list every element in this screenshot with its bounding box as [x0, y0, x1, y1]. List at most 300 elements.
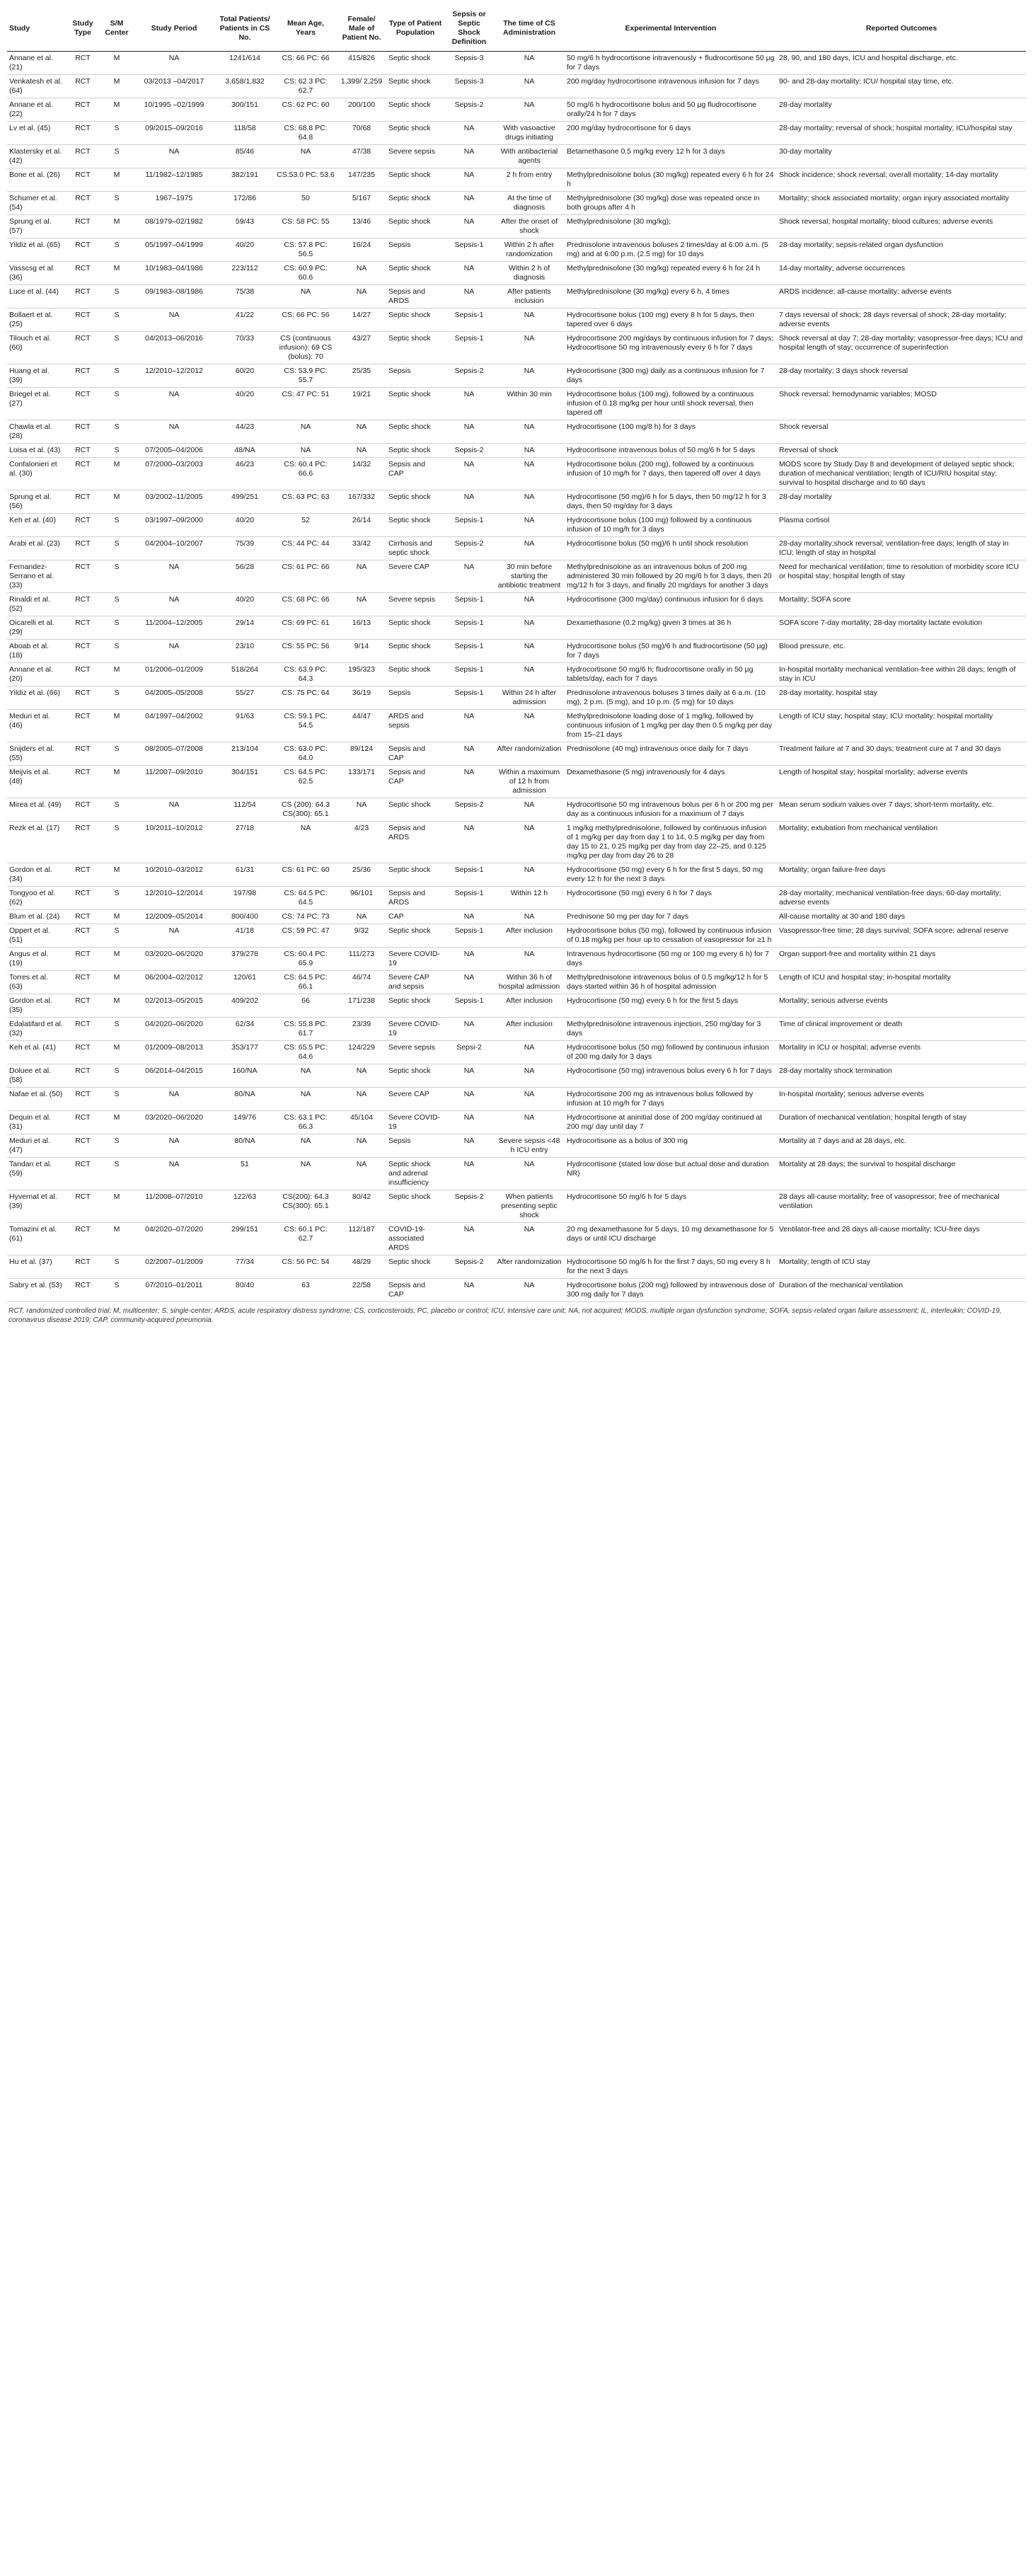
- outcomes-cell: Shock reversal: [777, 420, 1026, 444]
- sex-ratio-cell: 96/101: [337, 887, 386, 910]
- sex-ratio-cell: 4/23: [337, 822, 386, 863]
- sepsis-definition-cell: Sepsis-2: [444, 1190, 494, 1223]
- study-cell: Tomazini et al. (61): [7, 1223, 65, 1255]
- patients-cell: 353/177: [215, 1041, 275, 1064]
- study-type-cell: RCT: [65, 1134, 100, 1158]
- mean-age-cell: CS:53.0 PC: 53.6: [275, 168, 337, 192]
- sex-ratio-cell: 45/104: [337, 1111, 386, 1134]
- table-row: [7, 1255, 1026, 1279]
- sepsis-definition-cell: NA: [444, 948, 494, 971]
- study-type-cell: RCT: [65, 742, 100, 766]
- study-cell: Klastersky et al. (42): [7, 145, 65, 168]
- intervention-cell: Hydrocortisone (50 mg) intravenous bolus every 6 h for 7 days: [565, 1064, 777, 1088]
- mean-age-cell: CS: 59 PC: 47: [275, 924, 337, 948]
- patients-cell: 40/20: [215, 514, 275, 537]
- sex-ratio-cell: 112/187: [337, 1223, 386, 1255]
- patients-cell: 70/33: [215, 332, 275, 364]
- table-row: [7, 285, 1026, 309]
- table-row: [7, 766, 1026, 798]
- outcomes-cell: Length of hospital stay; hospital mortality; adverse events: [777, 766, 1026, 798]
- table-row: [7, 238, 1026, 262]
- study-period-cell: NA: [133, 420, 215, 444]
- intervention-cell: Methylprednisolone bolus (30 mg/kg) repeated every 6 h for 24 h: [565, 168, 777, 192]
- patients-cell: 40/20: [215, 238, 275, 262]
- mean-age-cell: NA: [275, 444, 337, 458]
- study-cell: Briegel et al. (27): [7, 388, 65, 420]
- population-cell: Septic shock: [386, 309, 444, 332]
- table-row: [7, 1041, 1026, 1064]
- intervention-cell: Hydrocortisone 50 mg/6 h for the first 7 days, 50 mg every 8 h for the next 3 days: [565, 1255, 777, 1279]
- study-type-cell: RCT: [65, 1018, 100, 1041]
- table-row: [7, 168, 1026, 192]
- mean-age-cell: CS: 65.5 PC: 64.6: [275, 1041, 337, 1064]
- outcomes-cell: MODS score by Study Day 8 and development of delayed septic shock; duration of mechanical ventilation; length of ICU/RIU hospital stay; survival to hospital discharge and to 60 days: [777, 458, 1026, 490]
- patients-cell: 91/63: [215, 710, 275, 742]
- study-type-cell: RCT: [65, 215, 100, 238]
- sepsis-definition-cell: NA: [444, 910, 494, 924]
- administration-time-cell: NA: [494, 52, 565, 75]
- center-cell: S: [100, 444, 133, 458]
- study-cell: Yildiz et al. (66): [7, 686, 65, 710]
- sepsis-definition-cell: NA: [444, 192, 494, 215]
- sepsis-definition-cell: NA: [444, 766, 494, 798]
- sepsis-definition-cell: Sepsis-1: [444, 309, 494, 332]
- sex-ratio-cell: 111/273: [337, 948, 386, 971]
- administration-time-cell: Within 24 h after admission: [494, 686, 565, 710]
- patients-cell: 3,658/1,832: [215, 75, 275, 98]
- mean-age-cell: CS: 63.1 PC: 66.3: [275, 1111, 337, 1134]
- study-period-cell: NA: [133, 1134, 215, 1158]
- table-row: [7, 948, 1026, 971]
- population-cell: Septic shock: [386, 1190, 444, 1223]
- study-period-cell: 06/2014–04/2015: [133, 1064, 215, 1088]
- intervention-cell: Betamethasone 0.5 mg/kg every 12 h for 3 days: [565, 145, 777, 168]
- intervention-cell: Hydrocortisone (300 mg) daily as a continuous infusion for 7 days: [565, 364, 777, 388]
- sex-ratio-cell: 80/42: [337, 1190, 386, 1223]
- sex-ratio-cell: 25/35: [337, 364, 386, 388]
- table-footnote: RCT, randomized controlled trial; M, multicenter; S, single-center; ARDS, acute respiratory distress syndrome; CS, corticosteroids; PC, placebo or control; ICU, intensive care unit; NA, not acquired; MODS, multiple organ dysfunction syndrome; SOFA, sepsis-related organ failure assessment; IL, interleukin; COVID-19, coronavirus disease 2019; CAP, community-acquired pneumonia.: [8, 1307, 1002, 1324]
- study-cell: Lv et al. (45): [7, 122, 65, 145]
- outcomes-cell: 28-day mortality;shock reversal; ventilation-free days; length of stay in ICU; length of stay in hospital: [777, 537, 1026, 560]
- mean-age-cell: CS: 63.0 PC: 64.0: [275, 742, 337, 766]
- administration-time-cell: After inclusion: [494, 1018, 565, 1041]
- mean-age-cell: CS: 47 PC: 51: [275, 388, 337, 420]
- sex-ratio-cell: 200/100: [337, 98, 386, 122]
- population-cell: Severe sepsis: [386, 593, 444, 616]
- study-period-cell: 11/2008–07/2010: [133, 1190, 215, 1223]
- sex-ratio-cell: NA: [337, 1064, 386, 1088]
- intervention-cell: Hydrocortisone bolus (200 mg), followed by a continuous infusion of 10 mg/h for 7 days, then tapered off over 4 days: [565, 458, 777, 490]
- center-cell: S: [100, 686, 133, 710]
- outcomes-cell: Duration of mechanical ventilation; hospital length of stay: [777, 1111, 1026, 1134]
- intervention-cell: Hydrocortisone bolus (50 mg)/6 h until shock resolution: [565, 537, 777, 560]
- population-cell: Septic shock: [386, 52, 444, 75]
- sex-ratio-cell: 9/14: [337, 640, 386, 663]
- study-period-cell: 03/2013 –04/2017: [133, 75, 215, 98]
- administration-time-cell: NA: [494, 1279, 565, 1302]
- administration-time-cell: NA: [494, 1111, 565, 1134]
- table-row: [7, 863, 1026, 887]
- study-period-cell: 05/1997–04/1999: [133, 238, 215, 262]
- table-row: [7, 822, 1026, 863]
- patients-cell: 112/54: [215, 798, 275, 822]
- administration-time-cell: NA: [494, 1041, 565, 1064]
- header-cell: S/M Center: [100, 7, 133, 52]
- administration-time-cell: NA: [494, 332, 565, 364]
- administration-time-cell: Within a maximum of 12 h from admission: [494, 766, 565, 798]
- study-type-cell: RCT: [65, 285, 100, 309]
- mean-age-cell: NA: [275, 822, 337, 863]
- study-type-cell: RCT: [65, 1255, 100, 1279]
- sex-ratio-cell: 16/13: [337, 616, 386, 640]
- intervention-cell: Hydrocortisone 50 mg intravenous bolus per 6 h or 200 mg per day as a continuous infusion for a maximum of 7 days: [565, 798, 777, 822]
- sepsis-definition-cell: NA: [444, 1018, 494, 1041]
- outcomes-cell: Mortality; SOFA score: [777, 593, 1026, 616]
- sepsis-definition-cell: NA: [444, 168, 494, 192]
- sex-ratio-cell: 195/323: [337, 663, 386, 686]
- population-cell: Septic shock: [386, 924, 444, 948]
- study-period-cell: 10/2010–03/2012: [133, 863, 215, 887]
- study-type-cell: RCT: [65, 420, 100, 444]
- study-type-cell: RCT: [65, 1064, 100, 1088]
- center-cell: S: [100, 388, 133, 420]
- mean-age-cell: NA: [275, 145, 337, 168]
- population-cell: Sepsis and ARDS: [386, 887, 444, 910]
- mean-age-cell: CS: 63.9 PC: 64.3: [275, 663, 337, 686]
- study-type-cell: RCT: [65, 75, 100, 98]
- table-row: [7, 971, 1026, 994]
- sex-ratio-cell: 46/74: [337, 971, 386, 994]
- sex-ratio-cell: NA: [337, 1088, 386, 1111]
- study-type-cell: RCT: [65, 994, 100, 1018]
- center-cell: S: [100, 537, 133, 560]
- table-row: [7, 1158, 1026, 1190]
- outcomes-cell: All-cause mortality at 30 and 180 days: [777, 910, 1026, 924]
- outcomes-cell: Ventilator-free and 28 days all-cause mortality; ICU-free days: [777, 1223, 1026, 1255]
- center-cell: S: [100, 593, 133, 616]
- population-cell: Sepsis: [386, 364, 444, 388]
- study-cell: Nafae et al. (50): [7, 1088, 65, 1111]
- table-row: [7, 98, 1026, 122]
- mean-age-cell: CS: 56 PC: 54: [275, 1255, 337, 1279]
- study-cell: Aboab et al. (18): [7, 640, 65, 663]
- mean-age-cell: 66: [275, 994, 337, 1018]
- intervention-cell: Hydrocortisone bolus (100 mg) every 8 h for 5 days, then tapered over 6 days: [565, 309, 777, 332]
- patients-cell: 51: [215, 1158, 275, 1190]
- study-period-cell: 11/1982–12/1985: [133, 168, 215, 192]
- center-cell: M: [100, 1111, 133, 1134]
- sepsis-definition-cell: NA: [444, 1134, 494, 1158]
- intervention-cell: Methylprednisolone (30 mg/kg) repeated every 6 h for 24 h: [565, 262, 777, 285]
- outcomes-cell: In-hospital mortality mechanical ventilation-free within 28 days; length of stay in ICU: [777, 663, 1026, 686]
- sex-ratio-cell: 9/32: [337, 924, 386, 948]
- patients-cell: 27/18: [215, 822, 275, 863]
- outcomes-cell: Mean serum sodium values over 7 days; short-term mortality, etc.: [777, 798, 1026, 822]
- study-period-cell: 10/1983–04/1986: [133, 262, 215, 285]
- table-row: [7, 1279, 1026, 1302]
- header-cell: Study Period: [133, 7, 215, 52]
- study-type-cell: RCT: [65, 798, 100, 822]
- study-cell: Fernandez-Serrano et al. (33): [7, 560, 65, 593]
- administration-time-cell: After the onset of shock: [494, 215, 565, 238]
- study-cell: Sabry et al. (53): [7, 1279, 65, 1302]
- sex-ratio-cell: 1,399/ 2,259: [337, 75, 386, 98]
- study-period-cell: 10/1995 –02/1999: [133, 98, 215, 122]
- mean-age-cell: CS: 63 PC: 63: [275, 490, 337, 514]
- intervention-cell: Methylprednisolone (30 mg/kg) dose was repeated once in both groups after 4 h: [565, 192, 777, 215]
- center-cell: S: [100, 1255, 133, 1279]
- outcomes-cell: Mortality; length of ICU stay: [777, 1255, 1026, 1279]
- intervention-cell: Hydrocortisone 50 mg/6 h; fludrocortisone orally in 50 μg tablets/day, each for 7 days: [565, 663, 777, 686]
- patients-cell: 40/20: [215, 593, 275, 616]
- center-cell: S: [100, 1134, 133, 1158]
- table-row: [7, 490, 1026, 514]
- intervention-cell: 50 mg/6 h hydrocortisone bolus and 50 μg fludrocortisone orally/24 h for 7 days: [565, 98, 777, 122]
- patients-cell: 409/202: [215, 994, 275, 1018]
- mean-age-cell: CS: 62 PC: 60: [275, 98, 337, 122]
- center-cell: S: [100, 309, 133, 332]
- outcomes-cell: Shock reversal; hemodynamic variables; MOSD: [777, 388, 1026, 420]
- patients-cell: 75/39: [215, 537, 275, 560]
- intervention-cell: Prednisolone intravenous boluses 2 times/day at 6:00 a.m. (5 mg) and at 6:00 p.m. (2.5 mg) for 10 days: [565, 238, 777, 262]
- intervention-cell: Hydrocortisone (50 mg) every 6 h for the first 5 days, 50 mg every 12 h for the next 3 days: [565, 863, 777, 887]
- outcomes-cell: Mortality; organ failure-free days: [777, 863, 1026, 887]
- intervention-cell: Hydrocortisone (50 mg) every 6 h for 7 days: [565, 887, 777, 910]
- header-cell: Sepsis or Septic Shock Definition: [444, 7, 494, 52]
- outcomes-cell: 28-day mortality; reversal of shock; hospital mortality; ICU/hospital stay: [777, 122, 1026, 145]
- outcomes-cell: Organ support-free and mortality within 21 days: [777, 948, 1026, 971]
- mean-age-cell: CS: 68.8 PC: 64.8: [275, 122, 337, 145]
- mean-age-cell: NA: [275, 1088, 337, 1111]
- sex-ratio-cell: 16/24: [337, 238, 386, 262]
- patients-cell: 1241/614: [215, 52, 275, 75]
- sex-ratio-cell: 33/42: [337, 537, 386, 560]
- center-cell: S: [100, 560, 133, 593]
- intervention-cell: Hydrocortisone bolus (50 mg)/6 h and fludrocortisone (50 μg) for 7 days: [565, 640, 777, 663]
- study-period-cell: NA: [133, 640, 215, 663]
- table-row: [7, 444, 1026, 458]
- administration-time-cell: Within 30 min: [494, 388, 565, 420]
- patients-cell: 499/251: [215, 490, 275, 514]
- study-period-cell: 03/2002–11/2005: [133, 490, 215, 514]
- sepsis-definition-cell: Sepsis-1: [444, 686, 494, 710]
- outcomes-cell: Length of ICU and hospital stay; in-hospital mortality: [777, 971, 1026, 994]
- mean-age-cell: CS: 55.8 PC: 61.7: [275, 1018, 337, 1041]
- patients-cell: 46/23: [215, 458, 275, 490]
- center-cell: S: [100, 192, 133, 215]
- sepsis-definition-cell: NA: [444, 215, 494, 238]
- study-cell: Huang et al. (39): [7, 364, 65, 388]
- study-period-cell: 03/2020–06/2020: [133, 1111, 215, 1134]
- center-cell: S: [100, 822, 133, 863]
- study-period-cell: 01/2006–01/2009: [133, 663, 215, 686]
- outcomes-cell: Mortality; shock associated mortality; organ injury associated mortality: [777, 192, 1026, 215]
- center-cell: S: [100, 285, 133, 309]
- center-cell: S: [100, 1158, 133, 1190]
- population-cell: Septic shock: [386, 122, 444, 145]
- sepsis-definition-cell: NA: [444, 262, 494, 285]
- administration-time-cell: NA: [494, 640, 565, 663]
- sepsis-definition-cell: NA: [444, 1111, 494, 1134]
- table-row: [7, 1134, 1026, 1158]
- study-cell: Annane et al. (20): [7, 663, 65, 686]
- administration-time-cell: When patients presenting septic shock: [494, 1190, 565, 1223]
- patients-cell: 41/18: [215, 924, 275, 948]
- administration-time-cell: NA: [494, 309, 565, 332]
- sepsis-definition-cell: NA: [444, 1064, 494, 1088]
- patients-cell: 55/27: [215, 686, 275, 710]
- study-type-cell: RCT: [65, 822, 100, 863]
- sex-ratio-cell: 43/27: [337, 332, 386, 364]
- table-row: [7, 420, 1026, 444]
- intervention-cell: Methylprednisolone (30 mg/kg) every 6 h, 4 times: [565, 285, 777, 309]
- table-row: [7, 1111, 1026, 1134]
- study-cell: Snijders et al. (55): [7, 742, 65, 766]
- patients-cell: 304/151: [215, 766, 275, 798]
- center-cell: M: [100, 910, 133, 924]
- study-cell: Edalatifard et al. (32): [7, 1018, 65, 1041]
- outcomes-cell: 30-day mortality: [777, 145, 1026, 168]
- study-period-cell: 1967–1975: [133, 192, 215, 215]
- sex-ratio-cell: NA: [337, 798, 386, 822]
- administration-time-cell: NA: [494, 1223, 565, 1255]
- population-cell: Sepsis and CAP: [386, 766, 444, 798]
- population-cell: Septic shock and adrenal insufficiency: [386, 1158, 444, 1190]
- outcomes-cell: Mortality; serious adverse events: [777, 994, 1026, 1018]
- table-row: [7, 1018, 1026, 1041]
- administration-time-cell: NA: [494, 1088, 565, 1111]
- study-type-cell: RCT: [65, 640, 100, 663]
- outcomes-cell: 28-day mortality shock termination: [777, 1064, 1026, 1088]
- sex-ratio-cell: NA: [337, 593, 386, 616]
- patients-cell: 118/58: [215, 122, 275, 145]
- outcomes-cell: Length of ICU stay; hospital stay; ICU mortality; hospital mortality: [777, 710, 1026, 742]
- study-cell: Tandan et al. (59): [7, 1158, 65, 1190]
- mean-age-cell: CS: 60.4 PC: 65.9: [275, 948, 337, 971]
- sepsis-definition-cell: NA: [444, 388, 494, 420]
- sex-ratio-cell: NA: [337, 262, 386, 285]
- administration-time-cell: NA: [494, 1064, 565, 1088]
- patients-cell: 80/NA: [215, 1088, 275, 1111]
- sex-ratio-cell: 415/826: [337, 52, 386, 75]
- mean-age-cell: CS: 60.4 PC: 66.6: [275, 458, 337, 490]
- sepsis-definition-cell: NA: [444, 145, 494, 168]
- study-cell: Confalonieri et al. (30): [7, 458, 65, 490]
- mean-age-cell: CS: 69 PC: 61: [275, 616, 337, 640]
- outcomes-cell: 28-day mortality; mechanical ventilation-free days; 60-day mortality; adverse events: [777, 887, 1026, 910]
- table-row: [7, 388, 1026, 420]
- sepsis-definition-cell: Sepsi-2: [444, 1041, 494, 1064]
- header-cell: Experimental Intervention: [565, 7, 777, 52]
- patients-cell: 800/400: [215, 910, 275, 924]
- study-type-cell: RCT: [65, 192, 100, 215]
- population-cell: COVID-19-associated ARDS: [386, 1223, 444, 1255]
- study-cell: Arabi et al. (23): [7, 537, 65, 560]
- intervention-cell: Prednisone 50 mg per day for 7 days: [565, 910, 777, 924]
- intervention-cell: Hydrocortisone at aninitial dose of 200 mg/day continued at 200 mg/ day until day 7: [565, 1111, 777, 1134]
- outcomes-cell: In-hospital mortality; serious adverse events: [777, 1088, 1026, 1111]
- study-type-cell: RCT: [65, 948, 100, 971]
- study-type-cell: RCT: [65, 98, 100, 122]
- population-cell: Severe sepsis: [386, 1041, 444, 1064]
- study-period-cell: 04/2013–06/2016: [133, 332, 215, 364]
- mean-age-cell: CS: 44 PC: 44: [275, 537, 337, 560]
- intervention-cell: 200 mg/day hydrocortisone intravenous infusion for 7 days: [565, 75, 777, 98]
- outcomes-cell: 28-day mortality; 3 days shock reversal: [777, 364, 1026, 388]
- sepsis-definition-cell: NA: [444, 971, 494, 994]
- study-cell: Tilouch et al. (60): [7, 332, 65, 364]
- patients-cell: 223/112: [215, 262, 275, 285]
- study-period-cell: 04/2020–06/2020: [133, 1018, 215, 1041]
- administration-time-cell: After inclusion: [494, 924, 565, 948]
- population-cell: Cirrhosis and septic shock: [386, 537, 444, 560]
- sex-ratio-cell: 13/46: [337, 215, 386, 238]
- study-period-cell: NA: [133, 798, 215, 822]
- center-cell: M: [100, 458, 133, 490]
- sex-ratio-cell: 19/21: [337, 388, 386, 420]
- intervention-cell: Hydrocortisone (100 mg/8 h) for 3 days: [565, 420, 777, 444]
- sepsis-definition-cell: Sepsis-2: [444, 98, 494, 122]
- mean-age-cell: NA: [275, 1134, 337, 1158]
- center-cell: S: [100, 1064, 133, 1088]
- study-period-cell: 03/1997–09/2000: [133, 514, 215, 537]
- intervention-cell: Hydrocortisone as a bolus of 300 mg: [565, 1134, 777, 1158]
- intervention-cell: 20 mg dexamethasone for 5 days, 10 mg dexamethasone for 5 days or until ICU discharge: [565, 1223, 777, 1255]
- center-cell: M: [100, 994, 133, 1018]
- outcomes-cell: Blood pressure, etc.: [777, 640, 1026, 663]
- outcomes-cell: 28-day mortality: [777, 490, 1026, 514]
- sex-ratio-cell: NA: [337, 910, 386, 924]
- table-row: [7, 332, 1026, 364]
- patients-cell: 29/14: [215, 616, 275, 640]
- study-type-cell: RCT: [65, 971, 100, 994]
- mean-age-cell: CS: 59.1 PC: 54.5: [275, 710, 337, 742]
- study-type-cell: RCT: [65, 458, 100, 490]
- sepsis-definition-cell: Sepsis-1: [444, 640, 494, 663]
- study-type-cell: RCT: [65, 490, 100, 514]
- intervention-cell: 50 mg/6 h hydrocortisone intravenously + fludrocortisone 50 μg for 7 days: [565, 52, 777, 75]
- administration-time-cell: Within 2 h of diagnosis: [494, 262, 565, 285]
- study-period-cell: 04/2004–10/2007: [133, 537, 215, 560]
- intervention-cell: Intravenous hydrocortisone (50 mg or 100 mg every 6 h) for 7 days: [565, 948, 777, 971]
- mean-age-cell: CS(200): 64.3 CS(300): 65.1: [275, 1190, 337, 1223]
- intervention-cell: Hydrocortisone bolus (50 mg), followed by continuous infusion of 0.18 mg/kg per hour up to cessation of vasopressor for ≥1 h: [565, 924, 777, 948]
- table-row: [7, 994, 1026, 1018]
- intervention-cell: Methylprednisolone as an intravenous bolus of 200 mg administered 30 min followed by 20 mg/6 h for 3 days, then 20 mg/12 h for 3 days, and finally 20 mg/days for another 3 days: [565, 560, 777, 593]
- sex-ratio-cell: 36/19: [337, 686, 386, 710]
- intervention-cell: Methylprednisolone intravenous bolus of 0.5 mg/kg/12 h for 5 days started within 36 h of hospital admission: [565, 971, 777, 994]
- intervention-cell: Hydrocortisone bolus (100 mg) followed by a continuous infusion of 10 mg/h for 3 days: [565, 514, 777, 537]
- sepsis-definition-cell: NA: [444, 1279, 494, 1302]
- mean-age-cell: NA: [275, 420, 337, 444]
- study-type-cell: RCT: [65, 663, 100, 686]
- study-period-cell: NA: [133, 309, 215, 332]
- administration-time-cell: 30 min before starting the antibiotic treatment: [494, 560, 565, 593]
- study-type-cell: RCT: [65, 686, 100, 710]
- study-cell: Keh et al. (41): [7, 1041, 65, 1064]
- header-cell: Type of Patient Population: [386, 7, 444, 52]
- patients-cell: 59/43: [215, 215, 275, 238]
- center-cell: M: [100, 971, 133, 994]
- sepsis-definition-cell: NA: [444, 822, 494, 863]
- administration-time-cell: NA: [494, 364, 565, 388]
- sepsis-definition-cell: NA: [444, 1088, 494, 1111]
- outcomes-cell: Reversal of shock: [777, 444, 1026, 458]
- population-cell: Severe COVID-19: [386, 1111, 444, 1134]
- sex-ratio-cell: 22/58: [337, 1279, 386, 1302]
- study-type-cell: RCT: [65, 364, 100, 388]
- population-cell: Sepsis and ARDS: [386, 822, 444, 863]
